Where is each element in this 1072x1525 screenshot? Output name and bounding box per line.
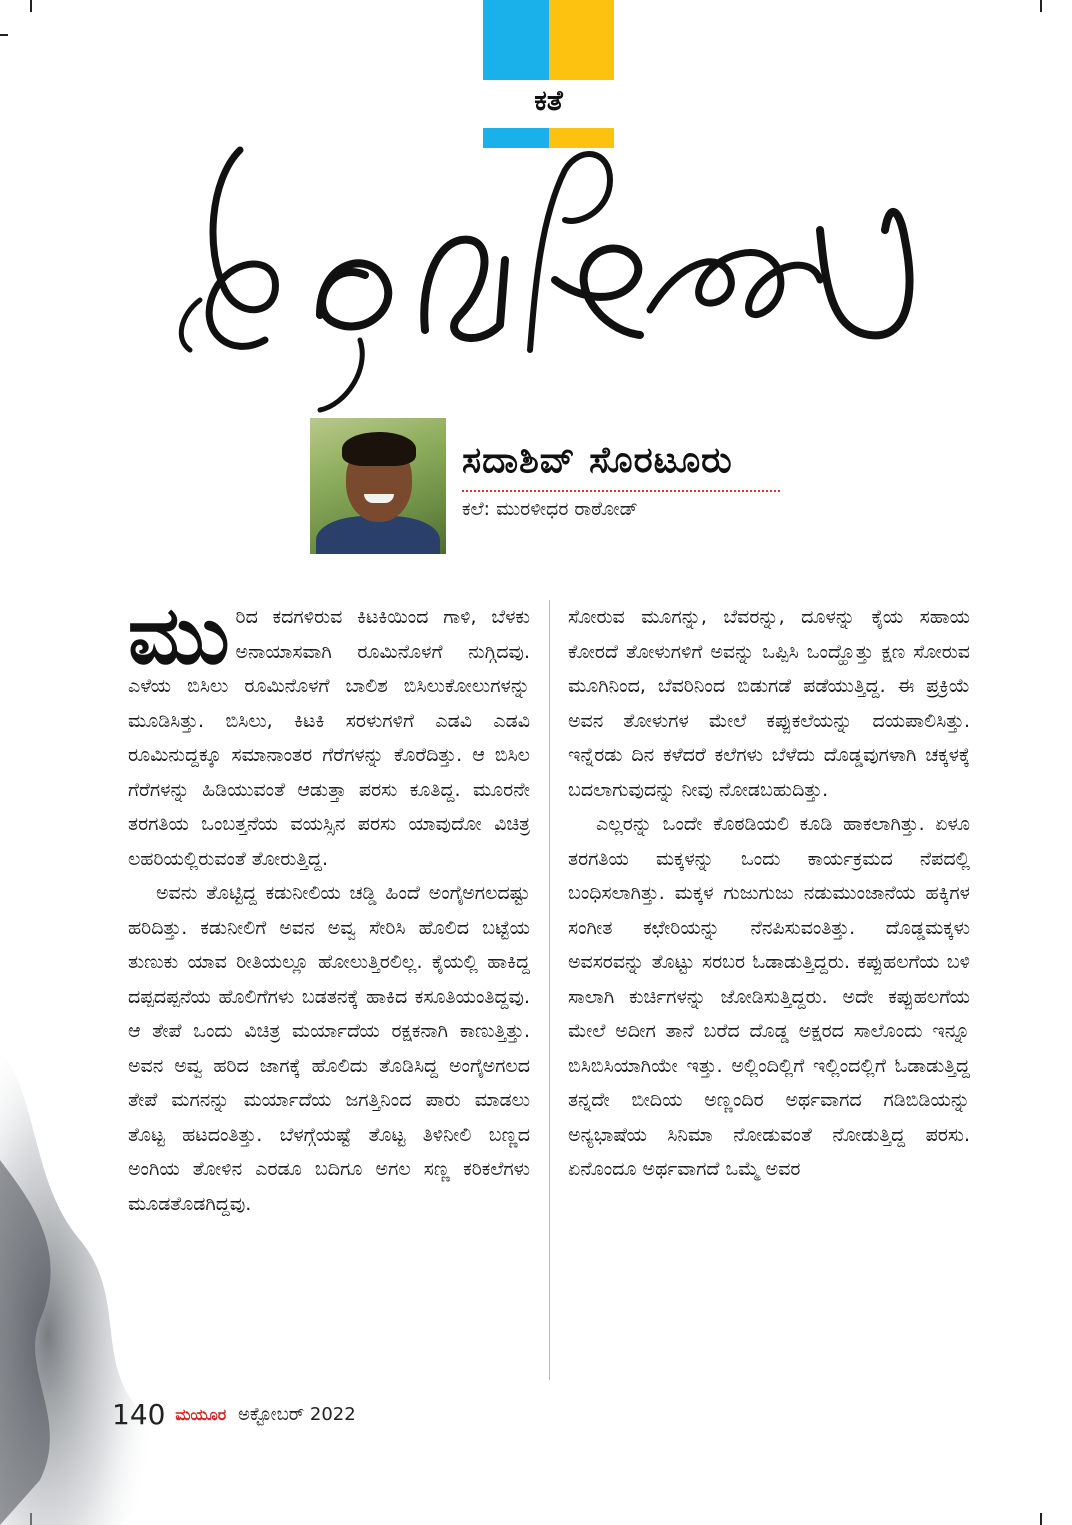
column-divider (549, 600, 550, 1380)
author-divider (462, 490, 780, 492)
page-footer (112, 1398, 356, 1431)
crop-mark (0, 34, 8, 36)
header-color-block (483, 0, 614, 80)
illustrator-credit: ಕಲೆ: ಮುರಳೀಧರ ರಾಠೋಡ್ (462, 498, 638, 520)
crop-mark (1040, 1513, 1042, 1525)
paragraph: ಅವನು ತೊಟ್ಟಿದ್ದ ಕಡುನೀಲಿಯ ಚಡ್ಡಿ ಹಿಂದೆ ಅಂಗೈಅಗಲದಷ್ಟು ಹರಿದಿತ್ತು. ಕಡುನೀಲಿಗೆ ಅವನ ಅವ್ವ ಸೇರಿಸಿ ಹೊಲಿದ ಬಟ್ಟೆಯ ತುಣುಕು ಯಾವ ರೀತಿಯಲ್ಲೂ ಹೋಲುತ್ತಿರಲಿಲ್ಲ. ಕೈಯಲ್ಲಿ ಹಾಕಿದ್ದ ದಪ್ಪದಪ್ಪನೆಯ ಹೊಲಿಗೆಗಳು ಬಡತನಕ್ಕೆ ಹಾಕಿದ ಕಸೂತಿಯಂತಿದ್ದವು. ಆ ತೇಪೆ ಒಂದು ವಿಚಿತ್ರ ಮರ್ಯಾದೆಯ ರಕ್ಷಕನಾಗಿ ಕಾಣುತ್ತಿತ್ತು. ಅವನ ಅವ್ವ ಹರಿದ ಜಾಗಕ್ಕೆ ಹೊಲಿದು ತೊಡಿಸಿದ್ದ ಅಂಗೈಅಗಲದ ತೇಪೆ ಮಗನನ್ನು ಮರ್ಯಾದೆಯ ಜಗತ್ತಿನಿಂದ ಪಾರು ಮಾಡಲು ತೊಟ್ಟ ಹಟದಂತಿತ್ತು. ಬೆಳಗ್ಗೆಯಷ್ಟೆ ತೊಟ್ಟ ತಿಳಿನೀಲಿ ಬಣ್ಣದ ಅಂಗಿಯ ತೋಳಿನ ಎರಡೂ ಬದಿಗೂ ಅಗಲ ಸಣ್ಣ ಕರಿಕಲೆಗಳು ಮೂಡತೊಡಗಿದ್ದವು. (128, 882, 530, 1215)
paragraph: ಸೋರುವ ಮೂಗನ್ನು, ಬೆವರನ್ನು, ದೂಳನ್ನು ಕೈಯ ಸಹಾಯ ಕೋರದೆ ತೋಳುಗಳಿಗೆ ಅವನ್ನು ಒಪ್ಪಿಸಿ ಒಂದ್ಹೊತ್ತು ಕ್ಷಣ ಸೋರುವ ಮೂಗಿನಿಂದ, ಬೆವರಿನಿಂದ ಬಿಡುಗಡೆ ಪಡೆಯುತ್ತಿದ್ದ. ಈ ಪ್ರಕ್ರಿಯೆ ಅವನ ತೋಳುಗಳ ಮೇಲೆ ಕಪ್ಪುಕಲೆಯನ್ನು ದಯಪಾಲಿಸಿತ್ತು. ಇನ್ನೆರಡು ದಿನ ಕಳೆದರೆ ಕಲೆಗಳು ಬೆಳೆದು ದೊಡ್ಡವುಗಳಾಗಿ ಚಕ್ಕಳಕ್ಕೆ ಬದಲಾಗುವುದನ್ನು ನೀವು ನೋಡಬಹುದಿತ್ತು. (568, 606, 970, 801)
photo-smile (364, 494, 394, 503)
crop-mark (30, 0, 32, 12)
article-column-left (128, 589, 530, 1221)
page-number: 140 (112, 1398, 166, 1431)
author-photo (310, 418, 446, 554)
magazine-logo: ಮಯೂರ (175, 1404, 227, 1424)
author-name: ಸದಾಶಿವ್ ಸೊರಟೂರು (462, 440, 733, 481)
yellow-block (549, 0, 615, 80)
crop-mark (1040, 0, 1042, 12)
paragraph-text: ರಿದ ಕದಗಳಿರುವ ಕಿಟಕಿಯಿಂದ ಗಾಳಿ, ಬೆಳಕು ಅನಾಯಾಸವಾಗಿ ರೂಮಿನೊಳಗೆ ನುಗ್ಗಿದವು. ಎಳೆಯ ಬಿಸಿಲು ರೂಮಿನೊಳಗೆ ಬಾಲಿಶ ಬಿಸಿಲುಕೋಲುಗಳನ್ನು ಮೂಡಿಸಿತ್ತು. ಬಿಸಿಲು, ಕಿಟಕಿ ಸರಳುಗಳಿಗೆ ಎಡವಿ ಎಡವಿ ರೂಮಿನುದ್ದಕ್ಕೂ ಸಮಾನಾಂತರ ಗೆರೆಗಳನ್ನು ಕೊರೆದಿತ್ತು. ಆ ಬಿಸಿಲ ಗೆರೆಗಳನ್ನು ಹಿಡಿಯುವಂತೆ ಆಡುತ್ತಾ ಪರಸು ಕೂತಿದ್ದ. ಮೂರನೇ ತರಗತಿಯ ಒಂಬತ್ತನೆಯ ವಯಸ್ಸಿನ ಪರಸು ಯಾವುದೋ ವಿಚಿತ್ರ ಲಹರಿಯಲ್ಲಿರುವಂತೆ ತೋರುತ್ತಿದ್ದ. (128, 606, 530, 870)
paragraph (128, 589, 530, 876)
section-label: ಕತೆ (534, 84, 563, 117)
photo-hair (342, 432, 416, 466)
article-column-right (568, 600, 970, 1187)
drop-cap: ಮು (128, 589, 230, 682)
story-title-calligraphy (170, 140, 930, 420)
paragraph: ಎಲ್ಲರನ್ನು ಒಂದೇ ಕೊಠಡಿಯಲಿ ಕೂಡಿ ಹಾಕಲಾಗಿತ್ತು. ಏಳೂ ತರಗತಿಯ ಮಕ್ಕಳನ್ನು ಒಂದು ಕಾರ್ಯಕ್ರಮದ ನೆಪದಲ್ಲಿ ಬಂಧಿಸಲಾಗಿತ್ತು. ಮಕ್ಕಳ ಗುಜುಗುಜು ನಡುಮುಂಜಾನೆಯ ಹಕ್ಕಿಗಳ ಸಂಗೀತ ಕಛೇರಿಯನ್ನು ನೆನಪಿಸುವಂತಿತ್ತು. ದೊಡ್ಡಮಕ್ಕಳು ಅವಸರವನ್ನು ತೊಟ್ಟು ಸರಬರ ಓಡಾಡುತ್ತಿದ್ದರು. ಕಪ್ಪುಹಲಗೆಯ ಬಳಿ ಸಾಲಾಗಿ ಕುರ್ಚಿಗಳನ್ನು ಜೋಡಿಸುತ್ತಿದ್ದರು. ಅದೇ ಕಪ್ಪುಹಲಗೆಯ ಮೇಲೆ ಅದೀಗ ತಾನೆ ಬರೆದ ದೊಡ್ಡ ಅಕ್ಷರದ ಸಾಲೊಂದು ಇನ್ನೂ ಬಿಸಿಬಿಸಿಯಾಗಿಯೇ ಇತ್ತು. ಅಲ್ಲಿಂದಿಲ್ಲಿಗೆ ಇಲ್ಲಿಂದಲ್ಲಿಗೆ ಓಡಾಡುತ್ತಿದ್ದ ತನ್ನದೇ ಬೀದಿಯ ಅಣ್ಣಂದಿರ ಅರ್ಥವಾಗದ ಗಡಿಬಿಡಿಯನ್ನು ಅನ್ಯಭಾಷೆಯ ಸಿನಿಮಾ ನೋಡುವಂತೆ ನೋಡುತ್ತಿದ್ದ ಪರಸು. ಏನೊಂದೂ ಅರ್ಥವಾಗದೆ ಒಮ್ಮೆ ಅವರ (568, 813, 970, 1180)
blue-block (483, 0, 549, 80)
issue-date: ಅಕ್ಟೋಬರ್ 2022 (237, 1404, 356, 1425)
